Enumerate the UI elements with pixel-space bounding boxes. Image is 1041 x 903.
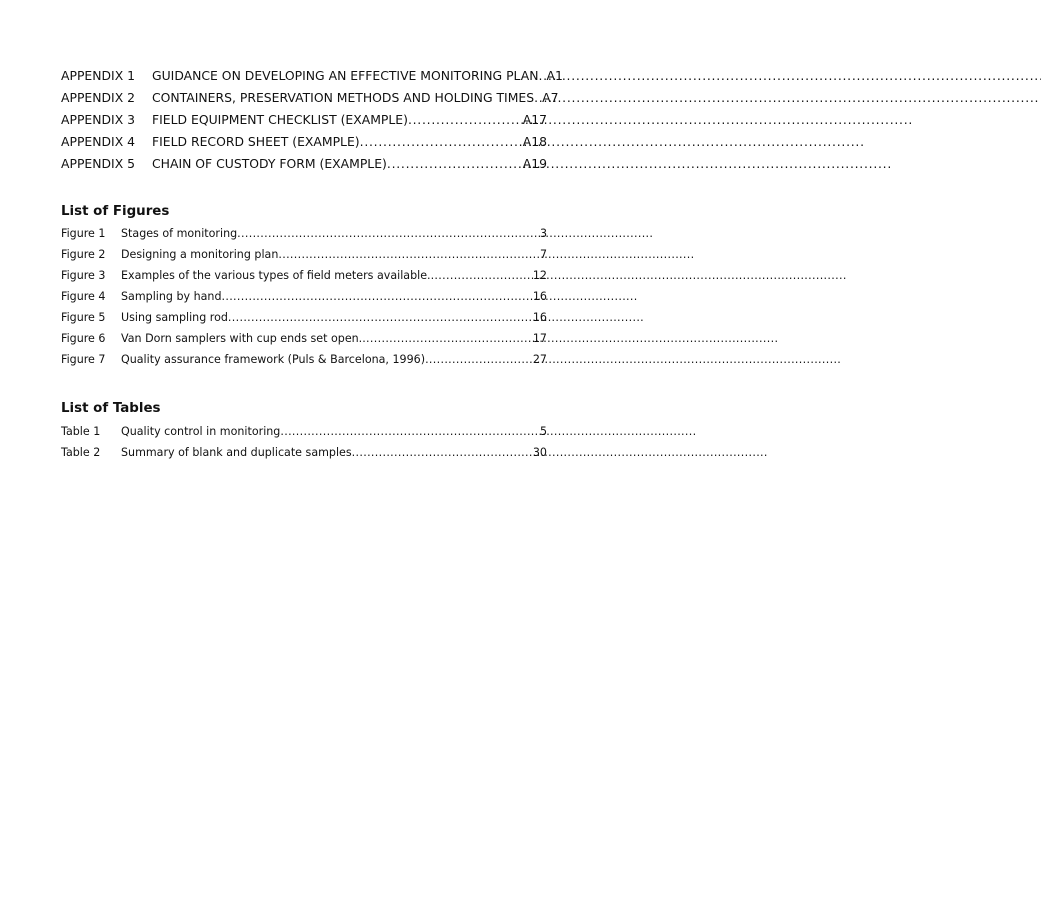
figure-entry[interactable] bbox=[61, 310, 547, 325]
figure-title: Designing a monitoring plan bbox=[121, 248, 279, 261]
appendix-page: A1 bbox=[546, 68, 563, 83]
figure-title: Using sampling rod bbox=[121, 311, 228, 324]
figure-label: Figure 5 bbox=[61, 311, 106, 324]
figure-page: 16 bbox=[532, 290, 547, 303]
figure-page: 17 bbox=[532, 332, 547, 345]
dot-leader bbox=[280, 424, 540, 439]
figure-page: 16 bbox=[532, 311, 547, 324]
dot-leader bbox=[222, 289, 533, 304]
figure-title: Sampling by hand bbox=[121, 290, 222, 303]
table-entry[interactable] bbox=[61, 424, 547, 439]
dot-leader bbox=[408, 111, 523, 128]
figure-label: Figure 1 bbox=[61, 227, 106, 240]
table-entry[interactable] bbox=[61, 445, 547, 460]
appendix-title: CONTAINERS, PRESERVATION METHODS AND HOLDING TIMES bbox=[152, 90, 535, 105]
figure-page: 7 bbox=[539, 248, 547, 261]
table-title: Summary of blank and duplicate samples bbox=[121, 446, 352, 459]
appendix-entry[interactable] bbox=[61, 67, 563, 84]
appendix-entry[interactable] bbox=[61, 111, 547, 128]
dot-leader bbox=[538, 67, 546, 84]
appendix-entry[interactable] bbox=[61, 133, 547, 150]
figure-title: Quality assurance framework (Puls & Barcelona, 1996) bbox=[121, 353, 426, 366]
appendix-page: A17 bbox=[522, 112, 547, 127]
list-of-tables-heading: List of Tables bbox=[61, 401, 161, 416]
figure-entry[interactable] bbox=[61, 247, 547, 262]
dot-leader bbox=[237, 226, 540, 241]
dot-leader bbox=[352, 445, 533, 460]
figure-label: Figure 2 bbox=[61, 248, 106, 261]
figure-label: Figure 3 bbox=[61, 269, 106, 282]
dot-leader bbox=[360, 133, 523, 150]
table-title: Quality control in monitoring bbox=[121, 425, 281, 438]
figure-title: Examples of the various types of field meters available. bbox=[121, 269, 431, 282]
figure-entry[interactable] bbox=[61, 352, 547, 367]
figure-title: Van Dorn samplers with cup ends set open. bbox=[121, 332, 363, 345]
figure-page: 12 bbox=[532, 269, 547, 282]
appendix-title: FIELD EQUIPMENT CHECKLIST (EXAMPLE) bbox=[152, 112, 408, 127]
appendix-label: APPENDIX 1 bbox=[61, 68, 136, 83]
figure-page: 3 bbox=[539, 227, 547, 240]
figure-label: Figure 6 bbox=[61, 332, 106, 345]
table-page: 30 bbox=[532, 446, 547, 459]
figure-entry[interactable] bbox=[61, 289, 547, 304]
figure-entry[interactable] bbox=[61, 331, 547, 346]
appendix-label: APPENDIX 5 bbox=[61, 156, 136, 171]
figure-page: 27 bbox=[532, 353, 547, 366]
appendix-label: APPENDIX 2 bbox=[61, 90, 136, 105]
dot-leader bbox=[362, 331, 533, 346]
appendix-entry[interactable] bbox=[61, 155, 547, 172]
appendix-title: CHAIN OF CUSTODY FORM (EXAMPLE) bbox=[152, 156, 387, 171]
appendix-page: A7 bbox=[542, 90, 559, 105]
figure-entry[interactable] bbox=[61, 226, 547, 241]
dot-leader bbox=[425, 352, 533, 367]
appendix-page: A19 bbox=[522, 156, 547, 171]
figure-entry[interactable] bbox=[61, 268, 547, 283]
figure-label: Figure 4 bbox=[61, 290, 106, 303]
appendix-title: GUIDANCE ON DEVELOPING AN EFFECTIVE MONITORING PLAN bbox=[152, 68, 539, 83]
table-label: Table 2 bbox=[61, 446, 101, 459]
figure-title: Stages of monitoring bbox=[121, 227, 238, 240]
table-page: 5 bbox=[539, 425, 547, 438]
figure-label: Figure 7 bbox=[61, 353, 106, 366]
dot-leader bbox=[431, 268, 533, 283]
dot-leader bbox=[387, 155, 523, 172]
appendix-label: APPENDIX 4 bbox=[61, 134, 136, 149]
dot-leader bbox=[228, 310, 533, 325]
appendix-entry[interactable] bbox=[61, 89, 559, 106]
dot-leader bbox=[534, 89, 542, 106]
appendix-label: APPENDIX 3 bbox=[61, 112, 136, 127]
appendix-page: A18 bbox=[522, 134, 547, 149]
appendix-title: FIELD RECORD SHEET (EXAMPLE) bbox=[152, 134, 360, 149]
table-label: Table 1 bbox=[61, 425, 101, 438]
list-of-figures-heading: List of Figures bbox=[61, 204, 170, 219]
dot-leader bbox=[278, 247, 540, 262]
